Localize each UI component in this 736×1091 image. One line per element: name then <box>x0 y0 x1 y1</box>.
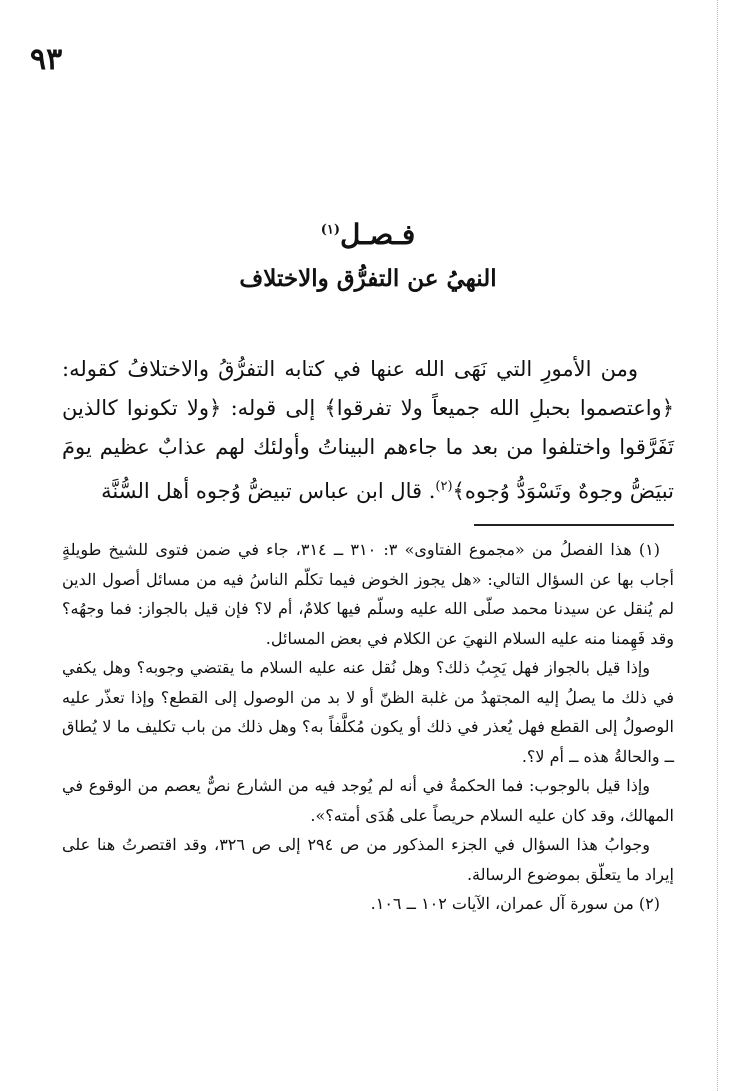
footnote-1-continued: وإذا قيل بالجواز فهل يَجِبُ ذلك؟ وهل نُقل عنه عليه السلام ما يقتضي وجوبه؟ وهل يكفي في ذلك ما يصلُ إليه المجتهدُ من غلبة الظنّ أو لا بد من الوصول إلى القطع؟ وإذا تعذّر عليه الوصولُ إلى القطع فهل يُعذر في ذلك أو يكون مُكلَّفاً به؟ وهل ذلك من باب تكليف ما لا يُطاق ــ والحالةُ هذه ــ أم لا؟. <box>62 658 675 766</box>
body-paragraph-text: ومن الأمورِ التي نَهَى الله عنها في كتابه التفرُّقُ والاختلافُ كقوله: ﴿واعتصموا بحبلِ الله جميعاً ولا تفرقوا﴾ إلى قوله: ﴿ولا تكونوا كالذين تَفَرَّقوا واختلفوا من بعد ما جاءهم البيناتُ وأولئك لهم عذابٌ عظيم يومَ تبيَضُّ وجوهٌ وتَسْوَدُّ وُجوه﴾ <box>62 357 674 503</box>
footnotes <box>62 535 674 919</box>
footnote-ref-2: (٢) <box>435 479 453 494</box>
footnote-ref-1: (١) <box>320 222 340 238</box>
footnote-1-continued: وإذا قيل بالوجوب: فما الحكمةُ في أنه لم يُوجد فيه من الشارع نصٌّ يعصم من الوقوع في المهالك، وقد كان عليه السلام حريصاً على هُدَى أمته؟». <box>62 776 674 825</box>
main-text <box>62 350 674 511</box>
section-title <box>60 218 676 251</box>
page-number: ٩٣ <box>30 42 63 77</box>
section-title-text: فـصـل <box>340 218 416 251</box>
section-subtitle: النهيُ عن التفرُّق والاختلاف <box>239 265 497 292</box>
body-paragraph <box>62 350 674 511</box>
page-edge-dots <box>717 0 718 1091</box>
body-paragraph-end: . قال ابن عباس تبيضُّ وُجوه أهل السُّنَّة <box>101 479 436 503</box>
section-header <box>60 218 676 292</box>
footnote-1: (١) هذا الفصلُ من «مجموع الفتاوى» ٣: ٣١٠ ــ ٣١٤، جاء في ضمن فتوى للشيخ طويلةٍ أجاب بها عن السؤال التالي: «هل يجوز الخوض فيما تكلّم الناسُ فيه من مسائل أصول الدين لم يُنقل عن سيدنا محمد صلّى الله عليه وسلّم فيها كلامٌ، أم لا؟ فإن قيل بالجواز: فما وجهُه؟ وقد فَهِمنا منه عليه السلام النهيَ عن الكلام في بعض المسائل. <box>62 540 674 648</box>
footnote-2: (٢) من سورة آل عمران، الآيات ١٠٢ ــ ١٠٦. <box>370 894 660 913</box>
footnote-1-continued: وجوابُ هذا السؤال في الجزء المذكور من ص ٢٩٤ إلى ص ٣٢٦، وقد اقتصرتُ هنا على إيراد ما يتعلّق بموضوع الرسالة. <box>62 835 674 884</box>
footnote-divider <box>474 524 674 526</box>
